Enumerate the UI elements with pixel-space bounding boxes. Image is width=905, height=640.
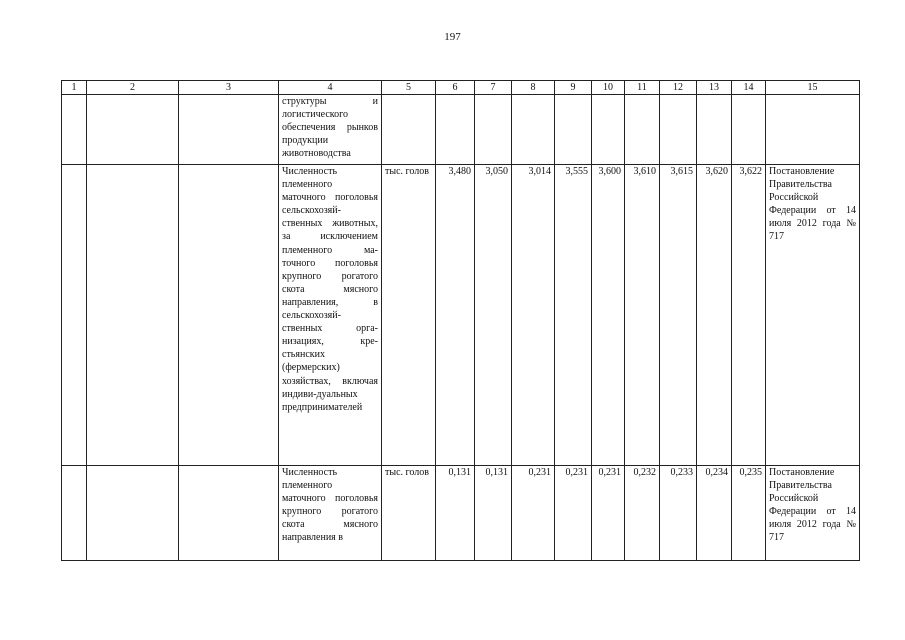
column-header: 13 bbox=[697, 81, 732, 95]
value-cell bbox=[512, 95, 555, 165]
program-cell bbox=[87, 466, 179, 561]
value-cell bbox=[660, 95, 697, 165]
executor-cell bbox=[179, 95, 279, 165]
indicator-name-cell: Численность племенного маточного поголовья сельскохозяй-ственных животных, за исключением племенного ма-точного поголовья крупного рогатого скота мясного направления, в сельскохозяй-ственных орга-низациях, кре-стьянских (фермерских) хозяйствах, включая индиви-дуальных предпринимателей bbox=[279, 165, 382, 466]
column-header: 10 bbox=[592, 81, 625, 95]
value-cell bbox=[732, 95, 766, 165]
value-cell: 3,622 bbox=[732, 165, 766, 466]
indicator-table bbox=[61, 80, 860, 561]
value-cell bbox=[475, 95, 512, 165]
value-cell: 3,050 bbox=[475, 165, 512, 466]
value-cell: 0,131 bbox=[475, 466, 512, 561]
value-cell: 0,235 bbox=[732, 466, 766, 561]
unit-cell: тыс. голов bbox=[382, 165, 436, 466]
program-cell bbox=[87, 95, 179, 165]
value-cell: 0,232 bbox=[625, 466, 660, 561]
column-header: 4 bbox=[279, 81, 382, 95]
value-cell bbox=[625, 95, 660, 165]
source-cell: Постановление Правительства Российской Федерации от 14 июля 2012 года № 717 bbox=[766, 466, 860, 561]
value-cell: 0,231 bbox=[512, 466, 555, 561]
table-row bbox=[62, 466, 860, 561]
row-number-cell bbox=[62, 165, 87, 466]
value-cell: 0,131 bbox=[436, 466, 475, 561]
column-header: 9 bbox=[555, 81, 592, 95]
column-header: 5 bbox=[382, 81, 436, 95]
column-header: 3 bbox=[179, 81, 279, 95]
column-header: 8 bbox=[512, 81, 555, 95]
value-cell bbox=[592, 95, 625, 165]
value-cell: 0,231 bbox=[555, 466, 592, 561]
value-cell: 3,620 bbox=[697, 165, 732, 466]
column-header: 15 bbox=[766, 81, 860, 95]
value-cell: 3,014 bbox=[512, 165, 555, 466]
unit-cell bbox=[382, 95, 436, 165]
page-number: 197 bbox=[444, 31, 461, 43]
row-number-cell bbox=[62, 466, 87, 561]
row-number-cell bbox=[62, 95, 87, 165]
indicator-name-cell: структуры и логистического обеспечения рынков продукции животноводства bbox=[279, 95, 382, 165]
table-row bbox=[62, 165, 860, 466]
executor-cell bbox=[179, 165, 279, 466]
column-header: 11 bbox=[625, 81, 660, 95]
value-cell: 3,555 bbox=[555, 165, 592, 466]
column-header: 1 bbox=[62, 81, 87, 95]
value-cell: 0,234 bbox=[697, 466, 732, 561]
program-cell bbox=[87, 165, 179, 466]
table-row bbox=[62, 95, 860, 165]
value-cell: 0,231 bbox=[592, 466, 625, 561]
value-cell bbox=[555, 95, 592, 165]
column-header: 14 bbox=[732, 81, 766, 95]
column-header: 12 bbox=[660, 81, 697, 95]
source-cell: Постановление Правительства Российской Федерации от 14 июля 2012 года № 717 bbox=[766, 165, 860, 466]
column-header: 7 bbox=[475, 81, 512, 95]
value-cell: 3,600 bbox=[592, 165, 625, 466]
source-cell bbox=[766, 95, 860, 165]
value-cell bbox=[697, 95, 732, 165]
unit-cell: тыс. голов bbox=[382, 466, 436, 561]
value-cell bbox=[436, 95, 475, 165]
value-cell: 3,610 bbox=[625, 165, 660, 466]
indicator-name-cell: Численность племенного маточного поголовья крупного рогатого скота мясного направления в bbox=[279, 466, 382, 561]
column-header: 2 bbox=[87, 81, 179, 95]
value-cell: 3,615 bbox=[660, 165, 697, 466]
table-header-row bbox=[62, 81, 860, 95]
column-header: 6 bbox=[436, 81, 475, 95]
value-cell: 0,233 bbox=[660, 466, 697, 561]
value-cell: 3,480 bbox=[436, 165, 475, 466]
executor-cell bbox=[179, 466, 279, 561]
